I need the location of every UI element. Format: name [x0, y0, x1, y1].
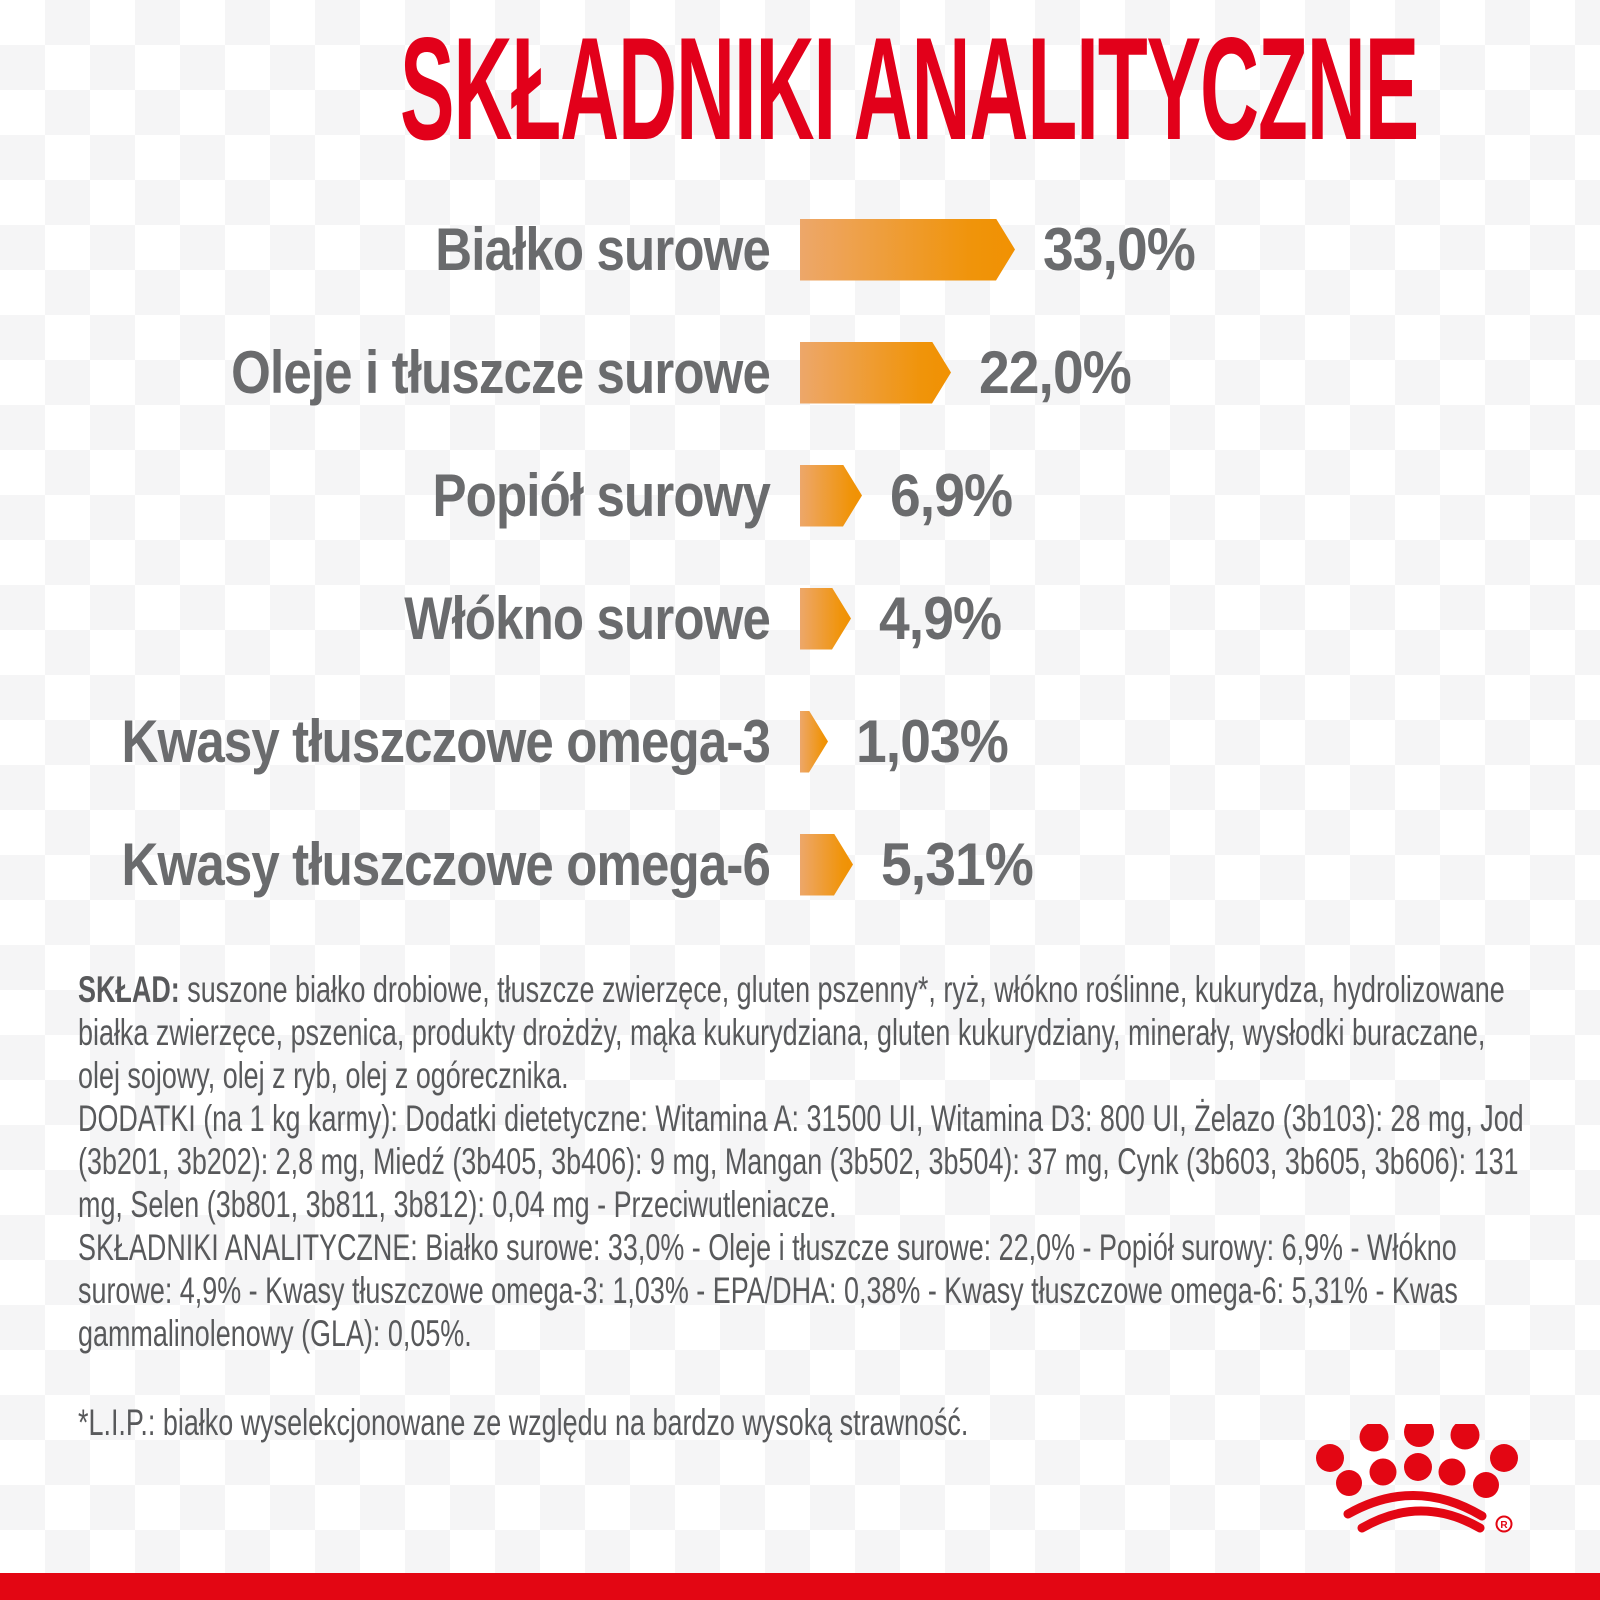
nutrient-value: 4,9% — [879, 585, 1002, 652]
nutrient-label: Popiół surowy — [432, 462, 770, 529]
nutrient-label: Kwasy tłuszczowe omega-3 — [121, 708, 770, 775]
nutrient-bar — [800, 834, 853, 896]
nutrient-row — [0, 557, 1600, 680]
nutrient-value: 33,0% — [1043, 216, 1195, 283]
nutrient-row — [0, 803, 1600, 926]
nutrient-label: Włókno surowe — [404, 585, 770, 652]
analytical-summary-paragraph: SKŁADNIKI ANALITYCZNE: Białko surowe: 33,0% - Oleje i tłuszcze surowe: 22,0% - Popiół surowy: 6,9% - Włókno surowe: 4,9% - Kwasy tłuszczowe omega-3: 1,03% - EPA/DHA: 0,38% - Kwasy tłuszczowe omega-6: 5,31% - Kwas gammalinolenowy (GLA): 0,05%. — [78, 1227, 1458, 1354]
nutrient-bar — [800, 465, 862, 527]
nutrient-bar — [800, 588, 851, 650]
sklad-label: SKŁAD: — [78, 969, 180, 1010]
composition-text-block — [78, 968, 1534, 1444]
nutrient-label: Białko surowe — [435, 216, 770, 283]
nutrient-value: 1,03% — [856, 708, 1008, 775]
sklad-text: suszone białko drobiowe, tłuszcze zwierzęce, gluten pszenny*, ryż, włókno roślinne, kukurydza, hydrolizowane białka zwierzęce, pszenica, produkty drożdży, mąka kukurydziana, gluten kukurydziany, minerały, wysłodki buraczane, olej sojowy, olej z ryb, olej z ogórecznika. — [78, 969, 1505, 1096]
page-title — [0, 7, 1600, 170]
nutrient-row — [0, 311, 1600, 434]
registered-mark-icon — [1497, 1517, 1512, 1532]
additives-paragraph: DODATKI (na 1 kg karmy): Dodatki dietetyczne: Witamina A: 31500 UI, Witamina D3: 800 UI, Żelazo (3b103): 28 mg, Jod (3b201, 3b202): 2,8 mg, Miedź (3b405, 3b406): 9 mg, Mangan (3b502, 3b504): 37 mg, Cynk (3b603, 3b605, 3b606): 131 mg, Selen (3b801, 3b811, 3b812): 0,04 mg - Przeciwutleniacze. — [78, 1098, 1524, 1225]
analytical-components-chart — [0, 188, 1600, 926]
nutrient-value: 6,9% — [890, 462, 1013, 529]
crown-dots-icon — [1316, 1424, 1518, 1498]
nutrient-bar — [800, 711, 828, 773]
crown-arcs-icon — [1348, 1495, 1482, 1528]
nutrient-row — [0, 680, 1600, 803]
nutrient-label: Kwasy tłuszczowe omega-6 — [121, 831, 770, 898]
registered-mark-letter: R — [1500, 1520, 1508, 1531]
nutrient-value: 22,0% — [979, 339, 1131, 406]
composition-paragraph — [78, 968, 1534, 1097]
nutrient-label: Oleje i tłuszcze surowe — [231, 339, 770, 406]
royal-canin-crown-logo — [1312, 1424, 1522, 1549]
nutrient-row — [0, 188, 1600, 311]
page-title-text: SKŁADNIKI ANALITYCZNE — [399, 7, 1419, 170]
lip-footnote: *L.I.P.: białko wyselekcjonowane ze względu na bardzo wysoką strawność. — [78, 1402, 969, 1443]
nutrient-row — [0, 434, 1600, 557]
footer-red-bar — [0, 1573, 1600, 1600]
nutrient-bar — [800, 342, 951, 404]
nutrient-bar — [800, 219, 1015, 281]
nutrient-value: 5,31% — [881, 831, 1033, 898]
